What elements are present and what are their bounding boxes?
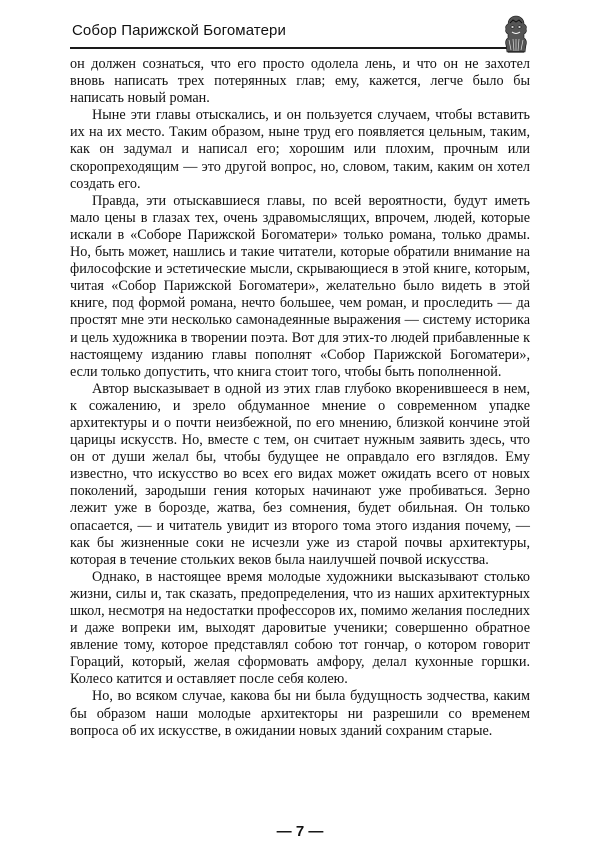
paragraph: Ныне эти главы отыскались, и он пользуется случаем, чтобы вставить их на их место. Таким образом, ныне труд его появляется цельным, таким, как он задумал и написал его; хорошим или плохим, прочным или скоропреходящим — это другой вопрос, но, словом, таким, каким он хотел создать его. bbox=[70, 107, 530, 192]
running-title: Собор Парижской Богоматери bbox=[72, 22, 286, 39]
paragraph: Автор высказывает в одной из этих глав глубоко вкоренившееся в нем, к сожалению, и зрело обдуманное мнение о современном упадке архитектуры и о почти неизбежной, по его мнению, близкой кончине этой царицы искусств. Но, вместе с тем, он считает нужным заявить здесь, что он от души желал бы, чтобы будущее не оправдало его взглядов. Ему известно, что искусство во всех его видах может ожидать всего от новых поколений, зародыши гения которых начинают уже пробиваться. Зерно лежит уже в борозде, жатва, без сомнения, будет обильная. Он только опасается, — и читатель увидит из второго тома этого издания почему, — как бы жизненные соки не исчезли уже из старой почвы архитектуры, которая в течение стольких веков была наилучшей почвой искусства. bbox=[70, 380, 530, 568]
paragraph: Правда, эти отыскавшиеся главы, по всей вероятности, будут иметь мало цены в глазах тех, очень здравомыслящих, впрочем, людей, которые искали в «Соборе Парижской Богоматери» только романа, только драмы. Но, быть может, нашлись и такие читатели, которые обратили внимание на философские и эстетические мысли, скрывающиеся в этой книге, которым, читая «Собор Парижской Богоматери», желательно было видеть в этой книге, под формой романа, нечто большее, чем роман, и проследить — да простят мне эти несколько самонадеянные выражения — систему историка и цель художника в творении поэта. Вот для этих-то людей прибавленные к настоящему изданию главы пополнят «Собор Парижской Богоматери», если только допустить, что книга стоит того, чтобы быть пополненной. bbox=[70, 192, 530, 380]
paragraph-continued: он должен сознаться, что его просто одолела лень, и что он не захотел вновь написать трех потерянных глав; ему, кажется, легче было бы написать новый роман. bbox=[70, 56, 530, 107]
cathedral-gargoyle-icon bbox=[500, 14, 532, 54]
running-header bbox=[70, 14, 532, 48]
header-rule bbox=[70, 47, 510, 49]
paragraph: Однако, в настоящее время молодые художники высказывают столько жизни, силы и, так сказать, предопределения, что из наших архитектурных школ, несмотря на недостатки профессоров их, помимо желания последних и даже вопреки им, выходят даровитые ученики; совершенно обратное явление тому, которое представлял собою тот гончар, о котором говорит Гораций, который, желая сформовать амфору, делал кухонные горшки. Колесо катится и оставляет после себя колею. bbox=[70, 568, 530, 688]
page-number: — 7 — bbox=[276, 823, 324, 840]
body-text bbox=[70, 56, 530, 740]
paragraph: Но, во всяком случае, какова бы ни была будущность зодчества, каким бы образом наши молодые архитекторы ни разрешили со временем вопроса об их искусстве, в ожидании новых зданий сохраним старые. bbox=[70, 688, 530, 739]
